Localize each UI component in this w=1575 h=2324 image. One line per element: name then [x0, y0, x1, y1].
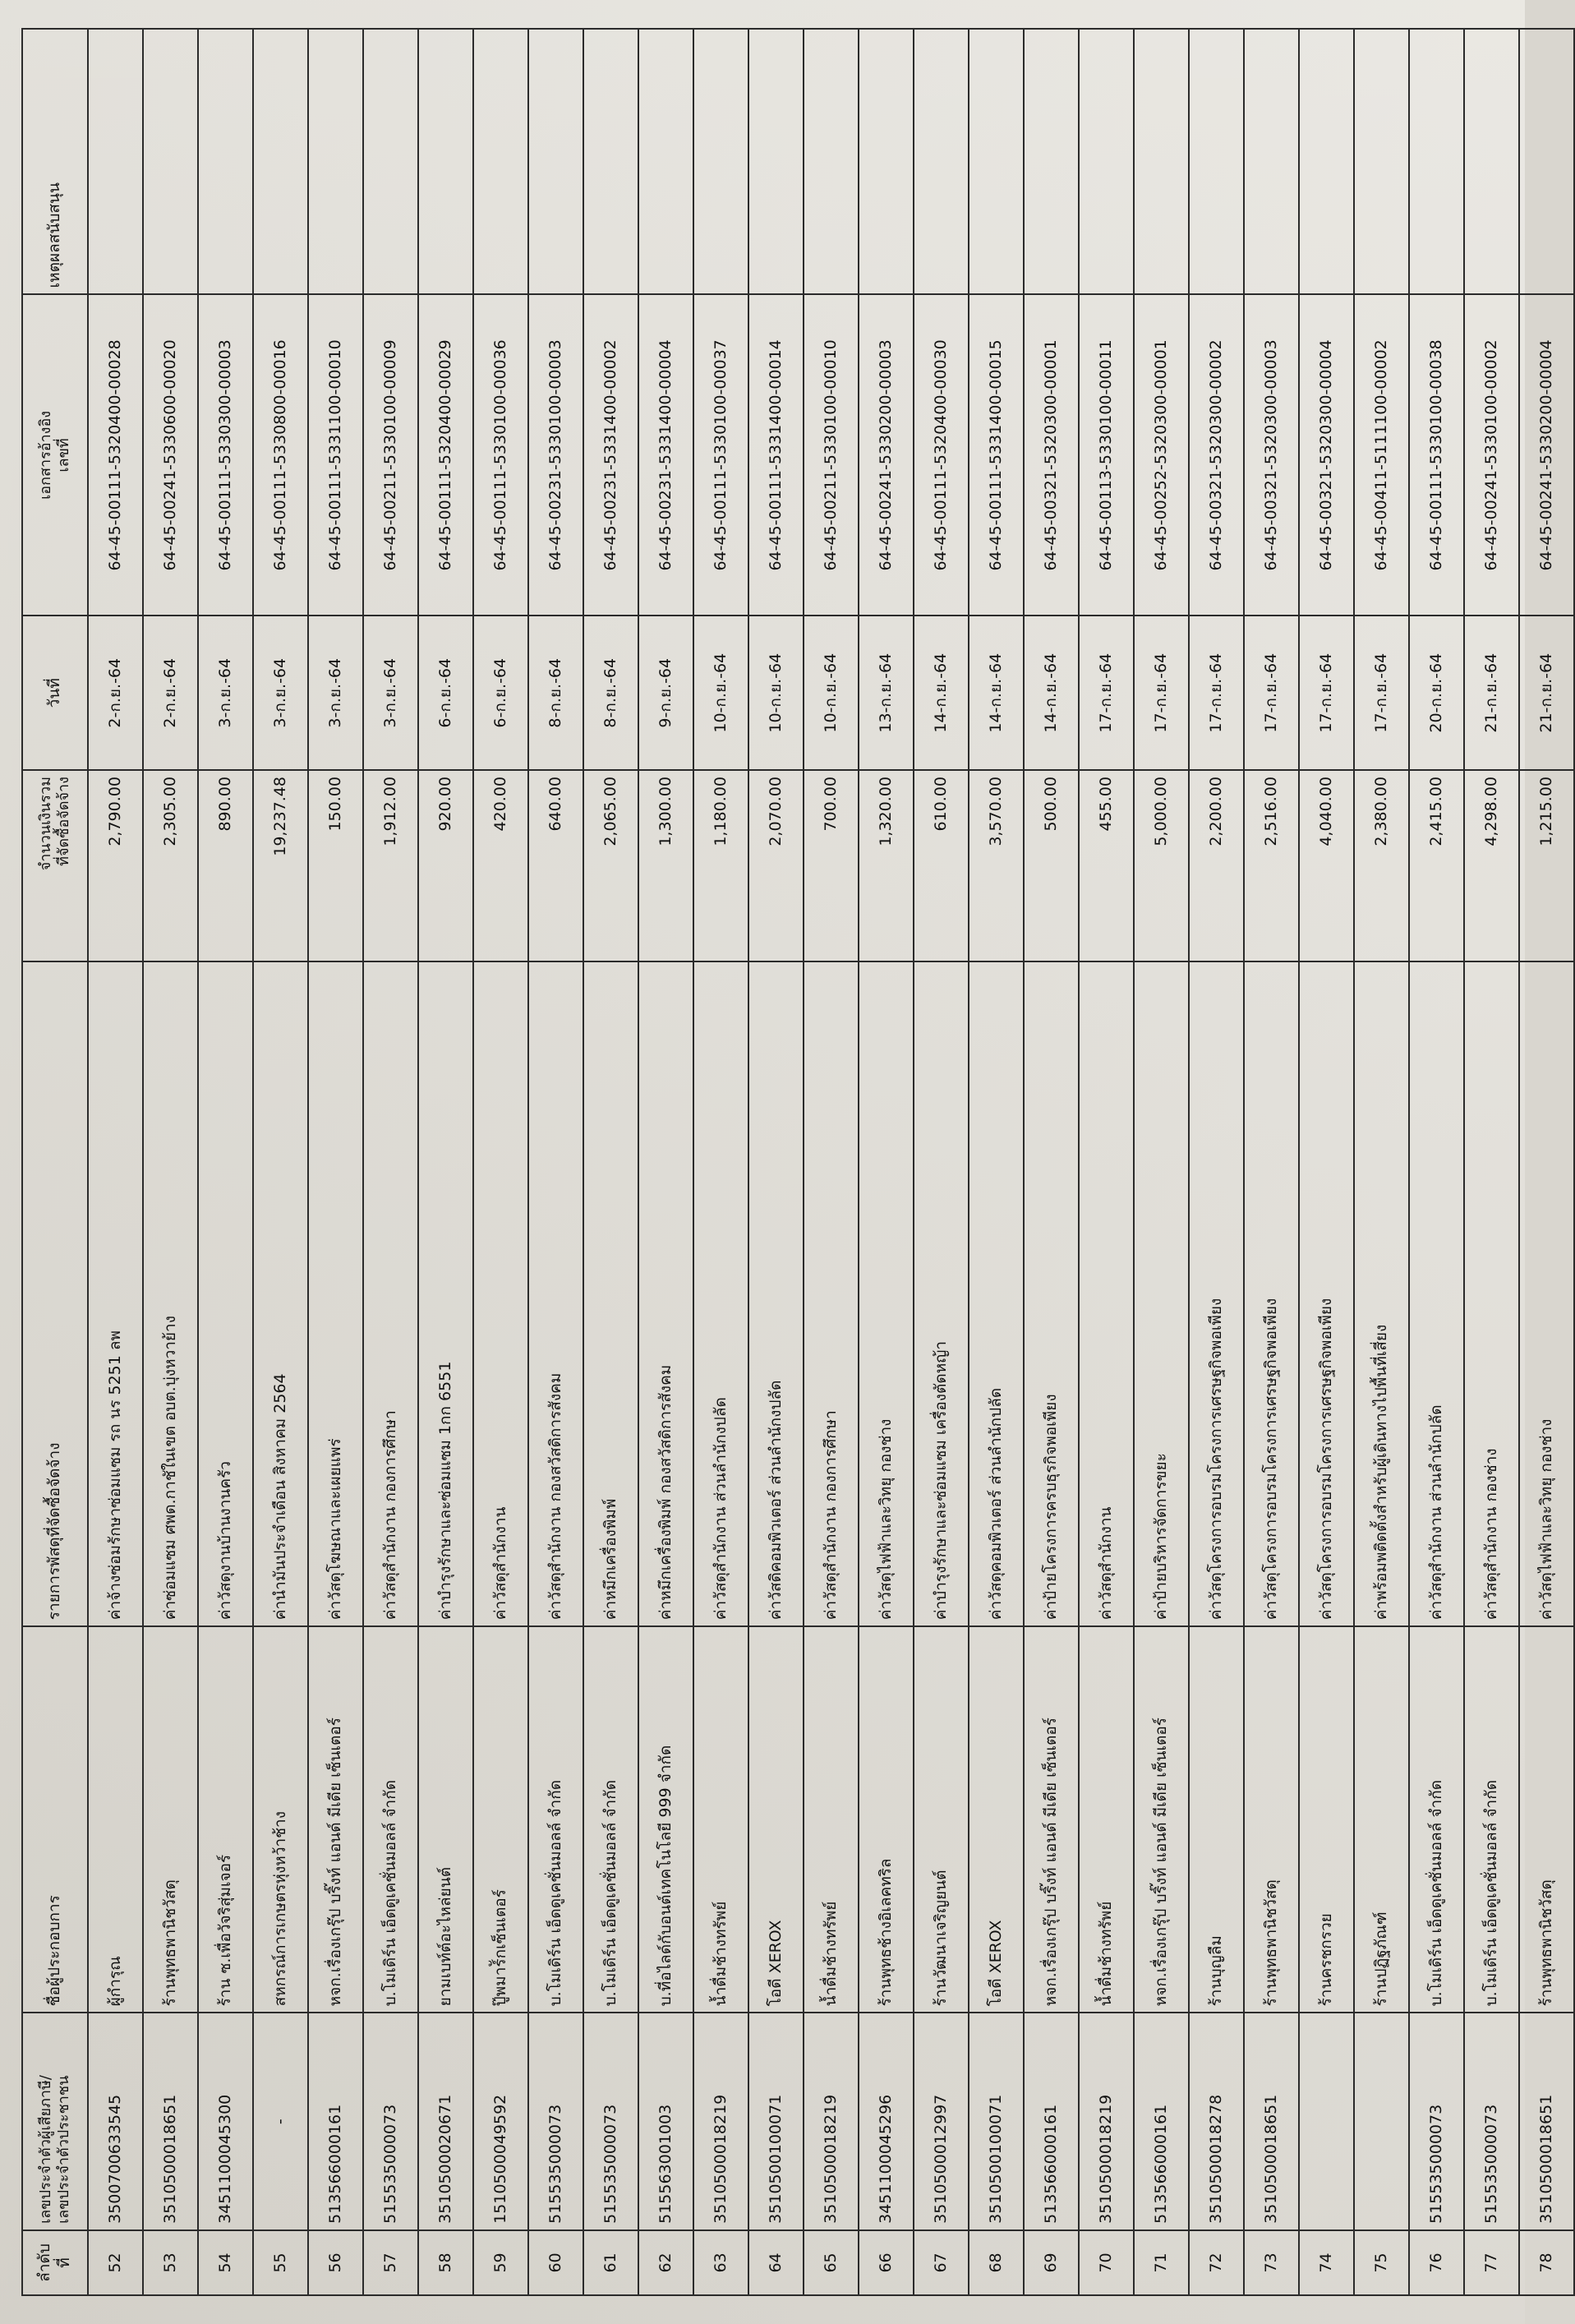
- cell-date: 10-ก.ย.-64: [693, 616, 748, 770]
- cell-description: ค่าบำรุงรักษาและซ่อมแซม เครื่องตัดหญ้า: [914, 961, 969, 1626]
- cell-date: 2-ก.ย.-64: [88, 616, 143, 770]
- cell-no: 66: [859, 2230, 914, 2295]
- cell-note: [859, 29, 914, 294]
- cell-no: 75: [1354, 2230, 1409, 2295]
- cell-description: ค่าวัสดุสำนักงาน กองช่าง: [1464, 961, 1519, 1626]
- cell-note: [1134, 29, 1189, 294]
- cell-description: ค่าวัสดุโครงการอบรมโครงการเศรษฐกิจพอเพียง: [1189, 961, 1244, 1626]
- cell-note: [143, 29, 198, 294]
- cell-note: [914, 29, 969, 294]
- cell-doc-no: 64-45-00241-5330600-00020: [143, 294, 198, 616]
- cell-description: ค่าวัสดุไฟฟ้าและวิทยุ กองช่าง: [859, 961, 914, 1626]
- cell-date: 17-ก.ย.-64: [1079, 616, 1134, 770]
- cell-no: 69: [1024, 2230, 1079, 2295]
- cell-amount: 2,380.00: [1354, 770, 1409, 961]
- cell-amount: 1,180.00: [693, 770, 748, 961]
- cell-doc-no: 64-45-00111-5331100-00010: [308, 294, 363, 616]
- cell-date: 21-ก.ย.-64: [1519, 616, 1574, 770]
- cell-amount: 500.00: [1024, 770, 1079, 961]
- cell-doc-no: 64-45-00111-5320400-00030: [914, 294, 969, 616]
- cell-no: 55: [253, 2230, 308, 2295]
- cell-note: [253, 29, 308, 294]
- cell-doc-no: 64-45-00231-5331400-00002: [583, 294, 638, 616]
- cell-no: 77: [1464, 2230, 1519, 2295]
- cell-amount: 4,298.00: [1464, 770, 1519, 961]
- table-row: [969, 29, 1024, 2295]
- table-row: [1299, 29, 1354, 2295]
- cell-note: [1079, 29, 1134, 294]
- col-header-no: [22, 2230, 88, 2295]
- cell-doc-no: 64-45-00241-5330200-00003: [859, 294, 914, 616]
- table-row: [1464, 29, 1519, 2295]
- cell-no: 78: [1519, 2230, 1574, 2295]
- cell-amount: 1,912.00: [363, 770, 418, 961]
- table-row: [1024, 29, 1079, 2295]
- cell-no: 64: [748, 2230, 804, 2295]
- cell-doc-no: 64-45-00321-5320300-00003: [1244, 294, 1299, 616]
- cell-vendor: ผู้กำรุณ: [88, 1626, 143, 2013]
- cell-doc-no: 64-45-00231-5331400-00004: [638, 294, 693, 616]
- cell-description: ค่าวัสดุโครงการอบรมโครงการเศรษฐกิจพอเพียง: [1299, 961, 1354, 1626]
- cell-tax-id: 3510500100071: [969, 2013, 1024, 2229]
- cell-note: [528, 29, 583, 294]
- cell-tax-id: 3510500100071: [748, 2013, 804, 2229]
- table-row: [198, 29, 253, 2295]
- cell-date: 14-ก.ย.-64: [969, 616, 1024, 770]
- cell-vendor: โอดี XEROX: [748, 1626, 804, 2013]
- cell-note: [1299, 29, 1354, 294]
- cell-no: 52: [88, 2230, 143, 2295]
- cell-description: ค่าวัสดุสำนักงาน กองสวัสดิการสังคม: [528, 961, 583, 1626]
- cell-doc-no: 64-45-00211-5330100-00009: [363, 294, 418, 616]
- cell-no: 73: [1244, 2230, 1299, 2295]
- table-row: [143, 29, 198, 2295]
- cell-note: [1189, 29, 1244, 294]
- cell-amount: 3,570.00: [969, 770, 1024, 961]
- cell-tax-id: 515563001003: [638, 2013, 693, 2229]
- table-row: [583, 29, 638, 2295]
- col-header-amount-line2: ที่จัดซื้อจัดจ้าง: [55, 777, 72, 866]
- cell-vendor: โอดี XEROX: [969, 1626, 1024, 2013]
- cell-tax-id: [1299, 2013, 1354, 2229]
- cell-amount: 920.00: [418, 770, 473, 961]
- cell-tax-id: 515535000073: [363, 2013, 418, 2229]
- cell-description: ค่าวัสดุงานบ้านงานครัว: [198, 961, 253, 1626]
- cell-tax-id: 513566000161: [1134, 2013, 1189, 2229]
- cell-no: 57: [363, 2230, 418, 2295]
- cell-vendor: หจก.เรื่องเกรุ๊ป บริ๊งท์ แอนด์ มีเดีย เซ็นเตอร์: [308, 1626, 363, 2013]
- cell-no: 68: [969, 2230, 1024, 2295]
- cell-tax-id: 1510500049592: [473, 2013, 528, 2229]
- cell-vendor: หจก.เรื่องเกรุ๊ป บริ๊งท์ แอนด์ มีเดีย เซ็นเตอร์: [1024, 1626, 1079, 2013]
- cell-note: [198, 29, 253, 294]
- cell-date: 17-ก.ย.-64: [1189, 616, 1244, 770]
- cell-note: [1464, 29, 1519, 294]
- cell-note: [363, 29, 418, 294]
- cell-note: [1409, 29, 1464, 294]
- cell-amount: 1,215.00: [1519, 770, 1574, 961]
- cell-date: 3-ก.ย.-64: [308, 616, 363, 770]
- col-header-no-line1: ลำดับ: [35, 2243, 54, 2282]
- cell-doc-no: 64-45-00111-5330300-00003: [198, 294, 253, 616]
- cell-tax-id: -: [253, 2013, 308, 2229]
- col-header-tax-line2: เลขประจำตัวประชาชน: [55, 2075, 72, 2224]
- cell-date: 3-ก.ย.-64: [253, 616, 308, 770]
- cell-vendor: ยามเบท์ต์อะไหล่ยนต์: [418, 1626, 473, 2013]
- cell-note: [748, 29, 804, 294]
- cell-amount: 2,790.00: [88, 770, 143, 961]
- col-header-tax-line1: เลขประจำตัวผู้เสียภาษี/: [36, 2075, 54, 2224]
- cell-note: [804, 29, 859, 294]
- table-row: [1189, 29, 1244, 2295]
- cell-description: ค่าป้ายโครงการครบธุรกิจพอเพียง: [1024, 961, 1079, 1626]
- table-row: [1079, 29, 1134, 2295]
- cell-amount: 455.00: [1079, 770, 1134, 961]
- col-header-amount-line1: จำนวนเงินรวม: [36, 777, 54, 871]
- cell-tax-id: 515535000073: [528, 2013, 583, 2229]
- cell-note: [88, 29, 143, 294]
- cell-tax-id: 515535000073: [583, 2013, 638, 2229]
- cell-vendor: บ.โมเดิร์น เอ็ดดูเคชั่นมอลล์ จำกัด: [528, 1626, 583, 2013]
- table-row: [859, 29, 914, 2295]
- cell-doc-no: 64-45-00111-5330800-00016: [253, 294, 308, 616]
- cell-date: 14-ก.ย.-64: [914, 616, 969, 770]
- cell-doc-no: 64-45-00231-5330100-00003: [528, 294, 583, 616]
- cell-date: 2-ก.ย.-64: [143, 616, 198, 770]
- cell-tax-id: 3510500018278: [1189, 2013, 1244, 2229]
- cell-doc-no: 64-45-00111-5330100-00037: [693, 294, 748, 616]
- col-header-no-line2: ที่: [55, 2257, 73, 2268]
- cell-doc-no: 64-45-00111-5331400-00014: [748, 294, 804, 616]
- table-body: [88, 29, 1574, 2295]
- cell-amount: 420.00: [473, 770, 528, 961]
- table-row: [914, 29, 969, 2295]
- cell-amount: 2,305.00: [143, 770, 198, 961]
- cell-date: 20-ก.ย.-64: [1409, 616, 1464, 770]
- cell-note: [638, 29, 693, 294]
- cell-vendor: ร้านวัฒนาเจริญยนต์: [914, 1626, 969, 2013]
- cell-description: ค่าจ้างซ่อมรักษาซ่อมแซม รถ นร 5251 ลพ: [88, 961, 143, 1626]
- table-row: [1519, 29, 1574, 2295]
- cell-date: 17-ก.ย.-64: [1134, 616, 1189, 770]
- table-row: [88, 29, 143, 2295]
- cell-amount: 150.00: [308, 770, 363, 961]
- col-header-description: รายการพัสดุที่จัดซื้อจัดจ้าง: [22, 961, 88, 1626]
- cell-date: 17-ก.ย.-64: [1354, 616, 1409, 770]
- cell-no: 65: [804, 2230, 859, 2295]
- cell-description: ค่าวัสดุไฟฟ้าและวิทยุ กองช่าง: [1519, 961, 1574, 1626]
- cell-note: [693, 29, 748, 294]
- cell-doc-no: 64-45-00111-5330100-00038: [1409, 294, 1464, 616]
- col-header-vendor: ชื่อผู้ประกอบการ: [22, 1626, 88, 2013]
- cell-vendor: บ.โมเดิร์น เอ็ดดูเคชั่นมอลล์ จำกัด: [583, 1626, 638, 2013]
- cell-no: 72: [1189, 2230, 1244, 2295]
- table-row: [638, 29, 693, 2295]
- cell-description: ค่าบำรุงรักษาและซ่อมแซม 1กก 6551: [418, 961, 473, 1626]
- cell-amount: 2,516.00: [1244, 770, 1299, 961]
- cell-description: ค่าป้ายบริหารจัดการขยะ: [1134, 961, 1189, 1626]
- cell-tax-id: 3510500018219: [804, 2013, 859, 2229]
- cell-doc-no: 64-45-00211-5330100-00010: [804, 294, 859, 616]
- cell-vendor: ปู๊พมาร์ักเซ็นเตอร์: [473, 1626, 528, 2013]
- cell-date: 6-ก.ย.-64: [418, 616, 473, 770]
- cell-description: ค่าวัสดุสำนักงาน ส่วนลำนักงปลัด: [693, 961, 748, 1626]
- table-header: [22, 29, 88, 2295]
- cell-note: [1244, 29, 1299, 294]
- cell-no: 63: [693, 2230, 748, 2295]
- cell-vendor: ร้านบุญลืม: [1189, 1626, 1244, 2013]
- procurement-table: [21, 28, 1575, 2296]
- cell-amount: 2,070.00: [748, 770, 804, 961]
- cell-date: 3-ก.ย.-64: [198, 616, 253, 770]
- cell-note: [418, 29, 473, 294]
- cell-no: 60: [528, 2230, 583, 2295]
- cell-amount: 1,320.00: [859, 770, 914, 961]
- cell-no: 56: [308, 2230, 363, 2295]
- cell-note: [1519, 29, 1574, 294]
- cell-doc-no: 64-45-00321-5320300-00002: [1189, 294, 1244, 616]
- cell-description: ค่าวัสดุสำนักงาน ส่วนลำนักปลัด: [1409, 961, 1464, 1626]
- table-row: [748, 29, 804, 2295]
- cell-tax-id: 3510500012997: [914, 2013, 969, 2229]
- cell-description: ค่าวัสดุสำนักงาน กองการศึกษา: [363, 961, 418, 1626]
- cell-doc-no: 64-45-00241-5330100-00002: [1464, 294, 1519, 616]
- table-row: [1244, 29, 1299, 2295]
- cell-vendor: หจก.เรื่องเกรุ๊ป บริ๊งท์ แอนด์ มีเดีย เซ็นเตอร์: [1134, 1626, 1189, 2013]
- cell-date: 21-ก.ย.-64: [1464, 616, 1519, 770]
- cell-amount: 890.00: [198, 770, 253, 961]
- cell-amount: 19,237.48: [253, 770, 308, 961]
- cell-date: 10-ก.ย.-64: [804, 616, 859, 770]
- cell-vendor: ร้านปฏิฐภัณฑ์: [1354, 1626, 1409, 2013]
- cell-amount: 2,200.00: [1189, 770, 1244, 961]
- cell-amount: 4,040.00: [1299, 770, 1354, 961]
- cell-amount: 1,300.00: [638, 770, 693, 961]
- cell-vendor: น้ำดื่มช้างทรัพย์: [804, 1626, 859, 2013]
- cell-tax-id: 3510500018651: [143, 2013, 198, 2229]
- cell-description: ค่าวัสดุสำนักงาน กองการศึกษา: [804, 961, 859, 1626]
- cell-doc-no: 64-45-00111-5320400-00029: [418, 294, 473, 616]
- table-row: [804, 29, 859, 2295]
- cell-tax-id: 3510500018219: [1079, 2013, 1134, 2229]
- cell-date: 3-ก.ย.-64: [363, 616, 418, 770]
- col-header-date: วันที่: [22, 616, 88, 770]
- cell-date: 14-ก.ย.-64: [1024, 616, 1079, 770]
- cell-date: 13-ก.ย.-64: [859, 616, 914, 770]
- cell-no: 71: [1134, 2230, 1189, 2295]
- table-row: [528, 29, 583, 2295]
- table-row: [1354, 29, 1409, 2295]
- cell-date: 17-ก.ย.-64: [1244, 616, 1299, 770]
- col-header-note: เหตุผลสนับสนุน: [22, 29, 88, 294]
- cell-doc-no: 64-45-00252-5320300-00001: [1134, 294, 1189, 616]
- table-row: [693, 29, 748, 2295]
- cell-amount: 2,065.00: [583, 770, 638, 961]
- cell-vendor: ร้านพุทธพานิชวัสดุ: [1519, 1626, 1574, 2013]
- table-row: [1409, 29, 1464, 2295]
- cell-description: ค่าวัสดุสำนักงาน: [473, 961, 528, 1626]
- cell-tax-id: 3510500018651: [1244, 2013, 1299, 2229]
- table-row: [253, 29, 308, 2295]
- cell-description: ค่าวัสดุคอมพิวเตอร์ ส่วนลำนักปลัด: [969, 961, 1024, 1626]
- cell-vendor: บ.โมเดิร์น เอ็ดดูเคชั่นมอลล์ จำกัด: [1464, 1626, 1519, 2013]
- cell-vendor: บ.โมเดิร์น เอ็ดดูเคชั่นมอลล์ จำกัด: [1409, 1626, 1464, 2013]
- cell-amount: 640.00: [528, 770, 583, 961]
- cell-vendor: บ.ที่อไลด์กับอนต์เทคโนโลยี 999 จำกัด: [638, 1626, 693, 2013]
- cell-amount: 2,415.00: [1409, 770, 1464, 961]
- cell-amount: 5,000.00: [1134, 770, 1189, 961]
- table-row: [418, 29, 473, 2295]
- cell-vendor: ร้านพุทธพานิชวัสดุ: [143, 1626, 198, 2013]
- cell-vendor: ร้าน ซ.เพื่อวัจริสุ่มเจอร์: [198, 1626, 253, 2013]
- col-header-doc-no: [22, 294, 88, 616]
- cell-doc-no: 64-45-00321-5320300-00004: [1299, 294, 1354, 616]
- cell-no: 53: [143, 2230, 198, 2295]
- table-row: [308, 29, 363, 2295]
- cell-tax-id: 3510500018651: [1519, 2013, 1574, 2229]
- cell-doc-no: 64-45-00111-5330100-00036: [473, 294, 528, 616]
- cell-vendor: ร้านพุทธพานิชวัสดุ: [1244, 1626, 1299, 2013]
- cell-doc-no: 64-45-00111-5331400-00015: [969, 294, 1024, 616]
- cell-description: ค่าวัสดุสำนักงาน: [1079, 961, 1134, 1626]
- cell-description: ค่านำมันประจำเดือน สิงหาคม 2564: [253, 961, 308, 1626]
- cell-date: 17-ก.ย.-64: [1299, 616, 1354, 770]
- cell-description: ค่าหมึกเครื่องพิมพ์: [583, 961, 638, 1626]
- cell-description: ค่าพร้อมพติดตั้งสำหรับผู้เดินทางไปพื้นที่เสี่ยง: [1354, 961, 1409, 1626]
- cell-tax-id: [1354, 2013, 1409, 2229]
- cell-tax-id: 515535000073: [1464, 2013, 1519, 2229]
- cell-no: 70: [1079, 2230, 1134, 2295]
- cell-vendor: น้ำดื่มช้างทรัพย์: [1079, 1626, 1134, 2013]
- cell-tax-id: 515535000073: [1409, 2013, 1464, 2229]
- cell-no: 59: [473, 2230, 528, 2295]
- cell-date: 6-ก.ย.-64: [473, 616, 528, 770]
- cell-description: ค่าหมึกเครื่องพิมพ์ กองสวัสดิการสังคม: [638, 961, 693, 1626]
- table-row: [1134, 29, 1189, 2295]
- cell-no: 58: [418, 2230, 473, 2295]
- cell-date: 9-ก.ย.-64: [638, 616, 693, 770]
- col-header-tax-id: [22, 2013, 88, 2229]
- cell-no: 54: [198, 2230, 253, 2295]
- cell-tax-id: 3500700633545: [88, 2013, 143, 2229]
- cell-no: 67: [914, 2230, 969, 2295]
- cell-tax-id: 3451100045296: [859, 2013, 914, 2229]
- cell-amount: 610.00: [914, 770, 969, 961]
- cell-tax-id: 3451100045300: [198, 2013, 253, 2229]
- table-row: [473, 29, 528, 2295]
- cell-no: 61: [583, 2230, 638, 2295]
- cell-amount: 700.00: [804, 770, 859, 961]
- cell-note: [308, 29, 363, 294]
- cell-description: ค่าวัสดิคอมพิวเตอร์ ส่วนลำนักงปลัด: [748, 961, 804, 1626]
- cell-vendor: น้ำดื่มช้างทรัพย์: [693, 1626, 748, 2013]
- cell-doc-no: 64-45-00241-5330200-00004: [1519, 294, 1574, 616]
- table-row: [363, 29, 418, 2295]
- cell-no: 74: [1299, 2230, 1354, 2295]
- cell-doc-no: 64-45-00113-5330100-00011: [1079, 294, 1134, 616]
- cell-doc-no: 64-45-00411-5111100-00002: [1354, 294, 1409, 616]
- cell-tax-id: 3510500020671: [418, 2013, 473, 2229]
- cell-description: ค่าวัสดุโฆษณาและเผยแพร่: [308, 961, 363, 1626]
- col-header-amount: [22, 770, 88, 961]
- cell-tax-id: 3510500018219: [693, 2013, 748, 2229]
- col-header-doc-line1: เอกสารอ้างอิง: [36, 410, 54, 500]
- cell-vendor: บ.โมเดิร์น เอ็ดดูเคชั่นมอลล์ จำกัด: [363, 1626, 418, 2013]
- cell-tax-id: 513566000161: [1024, 2013, 1079, 2229]
- header-row: [22, 29, 88, 2295]
- cell-description: ค่าซ่อมแซม ศพด.กาชัในเขต อบต.บุ่งหวาย้าง: [143, 961, 198, 1626]
- cell-date: 8-ก.ย.-64: [528, 616, 583, 770]
- cell-vendor: ร้านครชกรวย: [1299, 1626, 1354, 2013]
- col-header-doc-line2: เลขที่: [55, 438, 72, 473]
- cell-note: [1354, 29, 1409, 294]
- cell-no: 62: [638, 2230, 693, 2295]
- cell-doc-no: 64-45-00111-5320400-00028: [88, 294, 143, 616]
- cell-no: 76: [1409, 2230, 1464, 2295]
- cell-doc-no: 64-45-00321-5320300-00001: [1024, 294, 1079, 616]
- cell-description: ค่าวัสดุโครงการอบรมโครงการเศรษฐกิจพอเพียง: [1244, 961, 1299, 1626]
- cell-note: [969, 29, 1024, 294]
- cell-tax-id: 513566000161: [308, 2013, 363, 2229]
- cell-note: [473, 29, 528, 294]
- cell-date: 8-ก.ย.-64: [583, 616, 638, 770]
- cell-date: 10-ก.ย.-64: [748, 616, 804, 770]
- cell-note: [1024, 29, 1079, 294]
- cell-vendor: ร้านพุทธช้างอิเลคทริล: [859, 1626, 914, 2013]
- cell-note: [583, 29, 638, 294]
- cell-vendor: สหกรณ์การเกษตรหุ่งหว้าช้าง: [253, 1626, 308, 2013]
